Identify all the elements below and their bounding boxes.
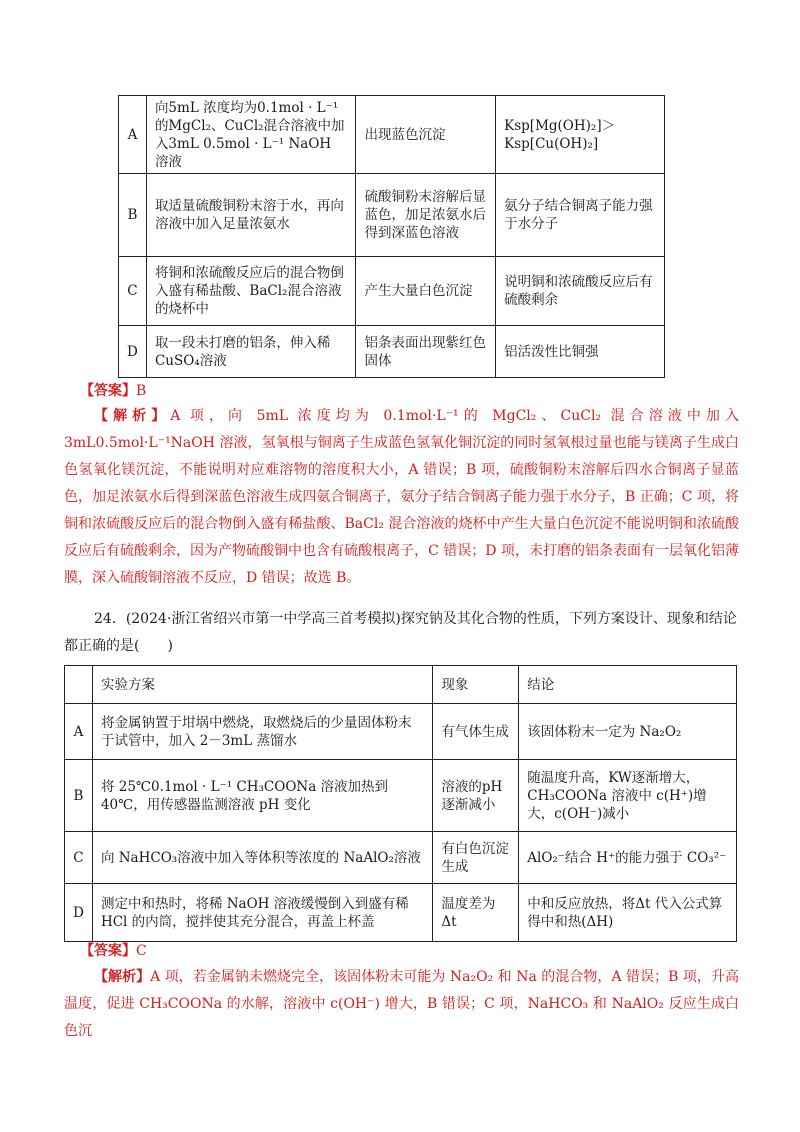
operation-cell: 取一段未打磨的铝条，伸入稀CuSO₄溶液 bbox=[146, 326, 356, 378]
operation-cell: 取适量硫酸铜粉末溶于水，再向溶液中加入足量浓氨水 bbox=[146, 174, 356, 257]
row-label: B bbox=[119, 174, 147, 257]
table-row bbox=[119, 326, 665, 378]
answer-tag: 【答案】 bbox=[80, 383, 136, 399]
header-blank bbox=[65, 666, 93, 704]
phenomenon-cell: 铝条表面出现紫红色固体 bbox=[356, 326, 496, 378]
conclusion-cell: 铝活泼性比铜强 bbox=[496, 326, 665, 378]
plan-cell: 将金属钠置于坩埚中燃烧，取燃烧后的少量固体粉末于试管中，加入 2－3mL 蒸馏水 bbox=[92, 704, 432, 760]
row-label: A bbox=[119, 96, 147, 174]
header-phenomenon: 现象 bbox=[433, 666, 519, 704]
table-row bbox=[119, 96, 665, 174]
table-row bbox=[119, 174, 665, 257]
conclusion-cell: 该固体粉末一定为 Na₂O₂ bbox=[519, 704, 737, 760]
conclusion-cell: 说明铜和浓硫酸反应后有硫酸剩余 bbox=[496, 257, 665, 326]
plan-cell: 测定中和热时，将稀 NaOH 溶液缓慢倒入到盛有稀 HCl 的内筒，搅拌使其充分混合，再盖上杯盖 bbox=[92, 884, 432, 942]
operation-cell: 将铜和浓硫酸反应后的混合物倒入盛有稀盐酸、BaCl₂混合溶液的烧杯中 bbox=[146, 257, 356, 326]
table-row bbox=[65, 704, 737, 760]
table-row bbox=[119, 257, 665, 326]
answer-value: C bbox=[136, 943, 147, 959]
question-24: 24．(2024·浙江省绍兴市第一中学高三首考模拟)探究钠及其化合物的性质，下列方案设计、现象和结论都正确的是( ) bbox=[64, 611, 737, 654]
analysis-tag: 【解析】 bbox=[94, 408, 171, 424]
row-label: D bbox=[65, 884, 93, 942]
table-row bbox=[65, 832, 737, 884]
answer-tag: 【答案】 bbox=[80, 943, 136, 959]
analysis-text: A 项，向 5mL 浓度均为 0.1mol·L⁻¹的 MgCl₂、CuCl₂ 混合溶液中加入 3mL0.5mol·L⁻¹NaOH 溶液，氢氧根与铜离子生成蓝色氢氧化铜沉淀的同时氢氧根过量也能与镁离子生成白色氢氧化镁沉淀，不能说明对应难溶物的溶度积大小，A 错误；B 项，硫酸铜粉末溶解后四水合铜离子显蓝色，加足浓氨水后得到深蓝色溶液生成四氨合铜离子，氨分子结合铜离子能力强于水分子，B 正确；C 项，将铜和浓硫酸反应后的混合物倒入盛有稀盐酸、BaCl₂ 混合溶液的烧杯中产生大量白色沉淀不能说明铜和浓硫酸反应后有硫酸剩余，因为产物硫酸铜中也含有硫酸根离子，C 错误；D 项，未打磨的铝条表面有一层氧化铝薄膜，深入硫酸铜溶液不反应，D 错误；故选 B。 bbox=[64, 408, 739, 586]
experiment-table-1 bbox=[118, 95, 665, 378]
row-label: D bbox=[119, 326, 147, 378]
table-row bbox=[65, 884, 737, 942]
answer-value: B bbox=[136, 383, 147, 399]
answer-2 bbox=[80, 940, 147, 960]
conclusion-cell: 氨分子结合铜离子能力强于水分子 bbox=[496, 174, 665, 257]
experiment-table-2 bbox=[64, 665, 737, 942]
phenomenon-cell: 产生大量白色沉淀 bbox=[356, 257, 496, 326]
analysis-tag: 【解析】 bbox=[94, 969, 151, 985]
row-label: C bbox=[65, 832, 93, 884]
conclusion-cell: AlO₂⁻结合 H⁺的能力强于 CO₃²⁻ bbox=[519, 832, 737, 884]
row-label: A bbox=[65, 704, 93, 760]
phenomenon-cell: 有白色沉淀生成 bbox=[433, 832, 519, 884]
plan-cell: 将 25℃0.1mol · L⁻¹ CH₃COONa 溶液加热到 40℃，用传感器监测溶液 pH 变化 bbox=[92, 760, 432, 832]
phenomenon-cell: 溶液的pH逐渐减小 bbox=[433, 760, 519, 832]
analysis-text: A 项，若金属钠未燃烧完全，该固体粉末可能为 Na₂O₂ 和 Na 的混合物，A 错误；B 项，升高温度，促进 CH₃COONa 的水解，溶液中 c(OH⁻) 增大，B 错误；C 项，NaHCO₃ 和 NaAlO₂ 反应生成白色沉 bbox=[64, 969, 739, 1039]
row-label: C bbox=[119, 257, 147, 326]
row-label: B bbox=[65, 760, 93, 832]
phenomenon-cell: 出现蓝色沉淀 bbox=[356, 96, 496, 174]
table-header-row bbox=[65, 666, 737, 704]
conclusion-cell: Ksp[Mg(OH)₂]＞Ksp[Cu(OH)₂] bbox=[496, 96, 665, 174]
phenomenon-cell: 有气体生成 bbox=[433, 704, 519, 760]
analysis-1 bbox=[64, 403, 739, 592]
operation-cell: 向5mL 浓度均为0.1mol · L⁻¹的MgCl₂、CuCl₂混合溶液中加入3mL 0.5mol · L⁻¹ NaOH 溶液 bbox=[146, 96, 356, 174]
phenomenon-cell: 温度差为Δt bbox=[433, 884, 519, 942]
table-row bbox=[65, 760, 737, 832]
answer-1 bbox=[80, 380, 146, 400]
conclusion-cell: 中和反应放热，将Δt 代入公式算得中和热(ΔH) bbox=[519, 884, 737, 942]
phenomenon-cell: 硫酸铜粉末溶解后显蓝色，加足浓氨水后得到深蓝色溶液 bbox=[356, 174, 496, 257]
plan-cell: 向 NaHCO₃溶液中加入等体积等浓度的 NaAlO₂溶液 bbox=[92, 832, 432, 884]
header-conclusion: 结论 bbox=[519, 666, 737, 704]
analysis-2 bbox=[64, 964, 739, 1045]
conclusion-cell: 随温度升高，KW逐渐增大，CH₃COONa 溶液中 c(H⁺)增大，c(OH⁻)减小 bbox=[519, 760, 737, 832]
header-plan: 实验方案 bbox=[92, 666, 432, 704]
